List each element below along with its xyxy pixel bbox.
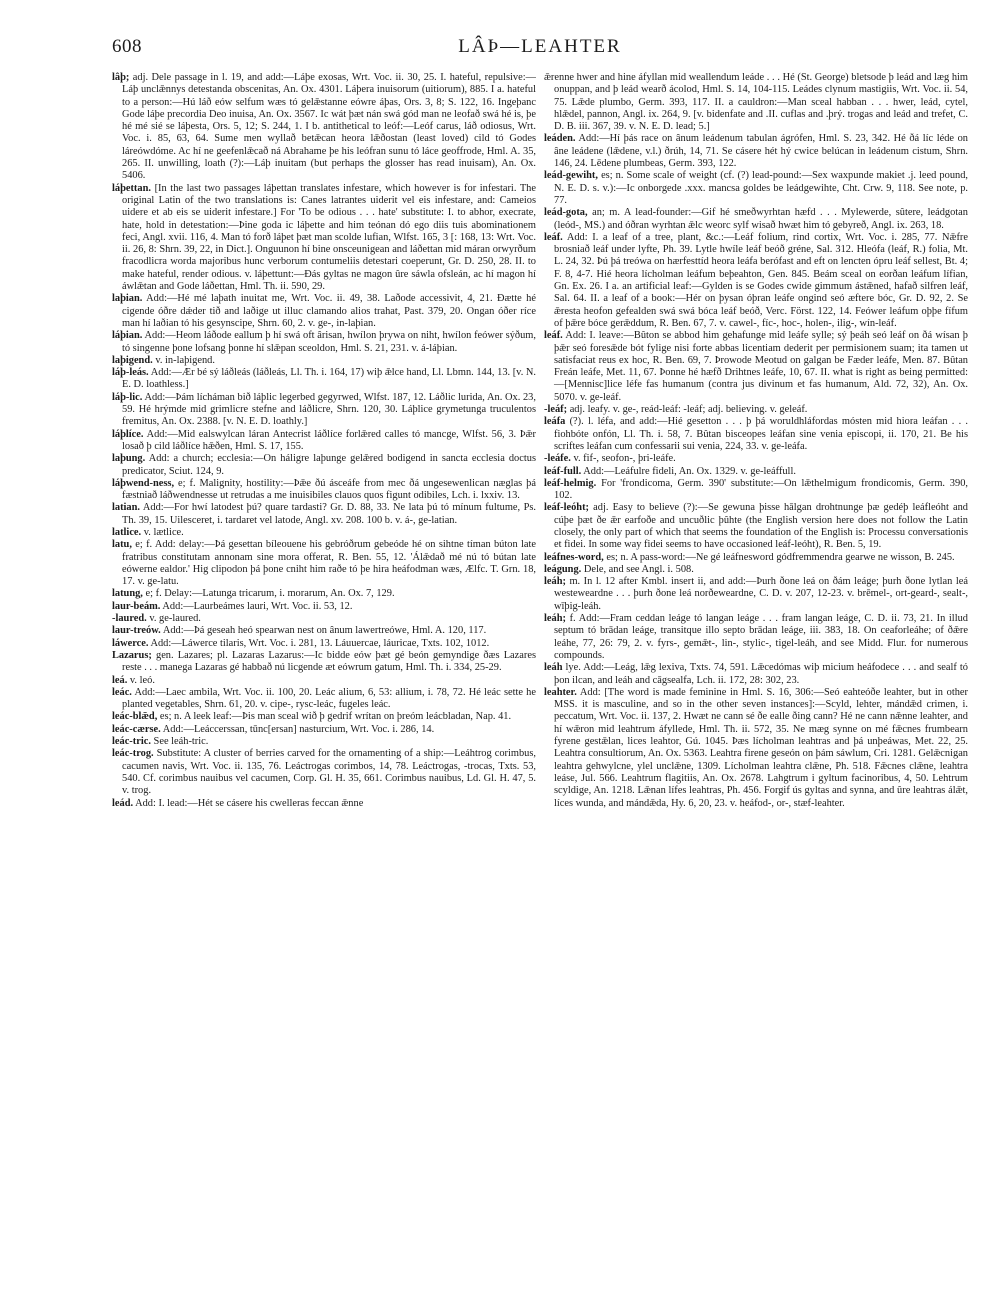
entry-headword: leáfnes-word, (544, 551, 604, 563)
entry-text: v. ge-laured. (149, 613, 201, 625)
entry-text: Add:—Laec ambila, Wrt. Voc. ii. 100, 20. Leác alium, 6, 53: allium, i. 78, 72. Hé leác sette he planted vegetables, Shrn. 61, 20. v. cipe-, rysc-leác, fugeles leác. (122, 686, 536, 711)
entry-headword: leáh; (544, 613, 566, 625)
entry-headword: leá. (112, 674, 128, 686)
entry-text: [In the last two passages láþettan translates infestare, which however is for infestari. The original Latin of the two translations is: Canes latrantes uiderit vel eis infestare, and: Cameios uidere et ab eis se uiderit infestare.] For 'To be odious . . . hate' substitute: I. to abhor, execrate, hate, hold in detestation:—Þine goda ic láþette and him teónan dó ego diis tuis abominationem feci, Angl. xvii. 116, 4. Man tó forð láþet þæt man scolde lufian, Wlfst. 165, 3 [: 168, 13: Wrt. Voc. ii. 26, 8: Shrn. 39, 22, in Dict.]. Onguunon hí bine onsceunigean and láðettan mid máran orwyrðum fracodlicra worda majoribus hunc verborum contumeliis detestari coeperunt, Gr. D. 250, 28. II. to make hateful, render odious. v. láþettunt:—Ðás gyltas ne magon ûre sáwla ofsleán, ac hí magon hí áwlǣtan and Gode láðettan, Hml. Th. ii. 590, 29. (122, 182, 536, 293)
entry-text: Add:—Ær bé sý láðleás (láðleás, Ll. Th. i. 164, 17) wiþ ǣlce hand, Ll. Lbmn. 144, 13. [v. N. E. D. loathless.] (122, 367, 536, 391)
entry-headword: leác. (112, 686, 132, 698)
dictionary-entry (544, 502, 968, 551)
dictionary-entry (112, 502, 536, 527)
dictionary-entry (544, 662, 968, 687)
dictionary-entry (112, 330, 536, 355)
entry-headword: laþung. (112, 453, 146, 465)
entry-text: Add: I. leave:—Bûton se abbod him gehafunge mid leáfe sylle; sý þeáh seó leáf on ðá wísan þ þǣr seó foresǣde bót fylige nisi forte abbas licentiam dederit per permisionem suam; ita tamen ut satisfaciat reus ex hoc, R. Ben. 69, 7. Þrowode Meotud on galgan be Fæder leáfe, Men. 87. Bûtan Freán leáfe, Met. 11, 67. Þonne hé hæfð Drihtnes leáfe, 10, 67. II. what is right as being permitted:—[Mennisc]lice léfe fas humanum (contra jus divinum et fas humanum, Ald. 72, 32), An. Ox. 5070. v. ge-leáf. (554, 330, 968, 403)
dictionary-entry (544, 72, 968, 133)
entry-text: adj. Dele passage in l. 19, and add:—Láþe exosas, Wrt. Voc. ii. 30, 25. I. hateful, repulsive:—Láþ unclǣnnys detestanda obscenitas, An. Ox. 4301. Láþera inuisorum (uitiorum), 885. I a. hateful to a person:—Hú láð eów selfum wæs tó gelǣstanne eówre áþas, Ors. 3, 8; S. 122, 16. Ingeþanc Gode láþe precordia Deo inuisa, An. Ox. 3567. Ic wát þæt nán swá gód man ne leofað swá hé is, þe hé mé sié se láþesta, Ors. 5, 12; S. 244, 1. I b. antithetical to leóf:—Leóf carus, láð odiosus, Wrt. Voc. i. 85, 63, 64. Sume men wyllað betǣcan heora lǣðostan (least loved) cild tó Godes láreówdóme. Ac hí ne geefenlǣcað ná Abrahame þe his leófran sunu tó láce geoffrode, Hml. A. 35, 265. II. unwilling, loath (?):—Láþ inuitam (but perhaps the glosser has read inuisam), An. Ox. 5406. (122, 72, 536, 182)
entry-text: For 'frondicoma, Germ. 390' substitute:—On lǣthelmigum frondicomis, Germ. 390, 102. (554, 477, 968, 502)
entry-headword: leahter. (544, 686, 577, 698)
entry-text: es; n. Some scale of weight (cf. (?) lead-pound:—Sex waxpunde makiet .j. leed pound, N. E. D. s. v.):—Ic onborgede .xxx. mancsa goldes be leádgewihte, Cht. Crw. 9, 118. See note, p. 77. (554, 170, 968, 206)
dictionary-entry (112, 429, 536, 454)
dictionary-entry (112, 724, 536, 736)
dictionary-entry (112, 711, 536, 723)
entry-text: Add: I. a leaf of a tree, plant, &c.:—Leáf folium, rind cortix, Wrt. Voc. i. 285, 77. Nǣfre brosniað leáf under lyfte, Ph. 39. Lytle hwíle leáf beóð gréne, Sal. 312. Hleófa (leáf, R.) folia, Mt. L. 24, 32. Þú þá treówa on hærfesttíd heora leáfa berófast and eft on lencten ópru leáf sellest, Bt. 4; F. 8, 4-7. Hié heora lícholman leáfum beþeahton, Gen. 845. Beám sceal on eorðan leáfum lífian, Gn. Ex. 26. I a. an artificial leaf:—Gylden is se Godes cwide gimmum ástǣned, hafað silfren leáf, Sal. 64. II. a leaf of a book:—Hér on þysan óþran leáfe ongind seó æftere bóc, Gr. D. 92, 2. Se ǣresta heofon gefealden swá swá bóca leáf beóð, Verc. Först. 122, 14. Feówer leáfum oþþe fífum of þǣre bóce gerǣddum, R. Ben. 67, 7. v. cawel-, fíc-, hoc-, holen-, ilig-, wín-leáf. (554, 231, 968, 329)
entry-text: Add:—Hí þás race on ânum leádenum tabulan ágrófen, Hml. S. 23, 342. Hé ðá líc léde on âne leádene (lǣdene, v.l.) ðrúh, 14, 71. Se cásere hét hý cwice belúcan in leádenum cistum, Shrn. 146, 24. Lēdene plumbeas, Germ. 393, 122. (554, 133, 968, 170)
entry-headword: leác-trog. (112, 748, 154, 760)
dictionary-entry (112, 478, 536, 503)
entry-headword: lâþ; (112, 72, 130, 83)
dictionary-entry (544, 170, 968, 207)
entry-headword: láþ-leás. (112, 367, 149, 379)
entry-headword: laur-beám. (112, 600, 161, 612)
dictionary-entry (112, 367, 536, 392)
entry-text: v. fif-, seofon-, þri-leáfe. (573, 453, 676, 465)
entry-text: es; n. A pass-word:—Ne gé leáfnesword gódfremmendra gearwe ne wisson, B. 245. (606, 551, 955, 563)
entry-text: Add: a church; ecclesia:—On háligre laþunge gelǣred bodigend in sancta ecclesia doctus predicator, Sciut. 124, 9. (122, 453, 536, 477)
dictionary-entry (112, 527, 536, 539)
entry-text: Substitute: A cluster of berries carved for the ornamenting of a ship:—Leáhtrog corimbus, cacumen navis, Wrt. Voc. ii. 135, 76. Leáctrogas corimbos, 14, 78. Leáctrogas, -trocas, Txts. 53, 540. Cf. corimbus nauibus vel cacumen, Corp. Gl. H. 35, 661. Corimbus nauibus, Ld. Gl. H. 47, 5. v. trog. (122, 748, 536, 797)
entry-text: gen. Lazares; pl. Lazaras Lazarus:—Ic bidde eów þæt gé beón gemyndige ðæs Lazares reste . . . manega Lazaras gé habbað nú licgende æt eówrum gatum, Hml. Th. i. 334, 25-29. (122, 649, 536, 674)
entry-headword: láþ-lic. (112, 391, 143, 403)
page-number: 608 (112, 36, 142, 57)
dictionary-entry (112, 625, 536, 637)
dictionary-entry (112, 687, 536, 712)
entry-headword: -leáfe. (544, 453, 571, 465)
dictionary-entry (112, 613, 536, 625)
entry-text: Add:—Hé mé laþath inuitat me, Wrt. Voc. ii. 49, 38. Laðode accessivit, 4, 21. Ðætte hé cigende óðre dǽder tið and laðige ut illuc clamando alios trahat, Past. 379, 20. Ongan óðer ríce man hí laðian tó his gesynscipe, Shrn. 60, 2. v. ge-, in-laþian. (122, 293, 536, 329)
entry-headword: leágung. (544, 563, 582, 575)
entry-text: Add:—Laurbeámes lauri, Wrt. Voc. ii. 53, 12. (162, 600, 353, 612)
entry-headword: láþian. (112, 330, 143, 342)
dictionary-entry (544, 687, 968, 810)
entry-text: lye. Add:—Leág, lǣg lexiva, Txts. 74, 591. Lǣcedómas wiþ micium heáfodece . . . and sealf tó þon ilcan, and leáh and cāgsealfa, Lch. ii. 172, 28: 302, 23. (554, 662, 968, 686)
dictionary-entry (544, 466, 968, 478)
entry-headword: Lazarus; (112, 649, 152, 661)
entry-headword: leác-cærse. (112, 723, 161, 735)
dictionary-entry (112, 183, 536, 294)
entry-headword: laur-treów. (112, 625, 161, 637)
entry-headword: láþlíce. (112, 428, 144, 440)
dictionary-entry (544, 478, 968, 503)
entry-headword: leáf-helmig. (544, 477, 597, 489)
entry-text: Add: I. lead:—Hét se cásere his cwelleras feccan ǣnne (135, 797, 364, 809)
entry-text: v. leó. (129, 674, 155, 686)
entry-headword: -laured. (112, 613, 147, 625)
dictionary-entry (112, 748, 536, 797)
entry-text: (?). l. léfa, and add:—Hié gesetton . . . þ þá woruldhláfordas mósten mid hiora leáfan . . . fiohbóte onfón, Ll. Th. i. 58, 7. Bûtan bisceopes leáfan sine venia episcopi, ii. 170, 21. Be his scriftes leáfan cum confessarii sui venia, 224, 33. v. ge-leáfa. (554, 416, 968, 452)
entry-text: See leáh-tric. (153, 736, 209, 748)
dictionary-entry (544, 613, 968, 662)
entry-headword: latian. (112, 502, 141, 514)
entry-text: Add:—Þá geseah heó spearwan nest on ânum lawertreówe, Hml. A. 120, 117. (162, 625, 487, 637)
dictionary-entry (544, 552, 968, 564)
entry-text: Add:—For hwí latodest þú? quare tardasti? Gr. D. 88, 33. Ne lata þú tó mínum fultume, Ps. Th. 39, 15. Uilesceret, i. tardaret vel latode, Angl. xv. 208. 100 b. v. á-, ge-latian. (122, 502, 536, 526)
entry-text: an; m. A lead-founder:—Gif hé smeðwyrhtan hæfd . . . Mylewerde, sûtere, leádgotan (leód-, MS.) and óðran wyrhtan ǣlc weorc sylf wisað hwæt him tó gebyreð, Angl. ix. 263, 18. (554, 207, 968, 231)
entry-headword: leád. (112, 797, 134, 809)
dictionary-entry (112, 650, 536, 675)
entry-text: Add:—Heom láðode eallum þ hí swá oft ârisan, hwílon þrywa on niht, hwílon feówer sýðum, tó singenne þone lofsang þonne hí slǣpan sceoldon, Hml. S. 21, 231. v. á-láþian. (122, 330, 536, 354)
entry-headword: leáh (544, 662, 563, 674)
entry-text: adj. leafy. v. ge-, reád-leáf: -leáf; adj. believing. v. geleáf. (569, 404, 808, 416)
dictionary-entry (544, 207, 968, 232)
entry-headword: latung, (112, 588, 143, 600)
entry-headword: leád-gewiht, (544, 170, 598, 182)
entry-headword: latu, (112, 539, 132, 551)
entry-headword: -leáf; (544, 404, 568, 416)
entry-headword: leáf-full. (544, 465, 582, 477)
dictionary-entry (544, 232, 968, 330)
entry-text: Add:—Leáccerssan, tūnc[ersan] nasturcium, Wrt. Voc. i. 286, 14. (162, 723, 435, 735)
dictionary-entry (544, 404, 968, 416)
entry-text: ǣrenne hwer and hine áfyllan mid weallendum leáde . . . Hé (St. George) bletsode þ leád and læg him onuppan, and þ leád wearð ácolod, Hml. S. 14, 104-115. Leádes clynum mastigiis, Wrt. Voc. ii. 54, 75. Lǣde plumbo, Germ. 393, 117. II. a cauldron:—Man sceal habban . . . hwer, leád, cytel, hlǣdel, pannon, Angl. ix. 264, 9. [v. bidenfate and .II. cuflas and .þrý. trogas and leád and trefet, C. D. B. iii. 367, 39. v. N. E. D. lead; 5.] (544, 72, 968, 133)
entry-text: Add:—Þám lícháman bið láþlic legerbed gegyrwed, Wlfst. 187, 12. Láðlic lurida, An. Ox. 23, 59. Hé hrýmde mid grimlicre stefne and láðlicre, Shrn. 120, 30. Láþlice grymetunga truculentos fremitus, An. Ox. 2388. [v. N. E. D. loathly.] (122, 391, 536, 428)
entry-text: v. in-laþigend. (155, 354, 215, 366)
left-column (112, 72, 536, 1297)
dictionary-entry (544, 453, 968, 465)
entry-headword: leác-blǣd, (112, 711, 158, 723)
dictionary-entry (544, 564, 968, 576)
dictionary-entry (112, 453, 536, 478)
dictionary-entry (112, 675, 536, 687)
entry-headword: latlice. (112, 526, 142, 538)
entry-headword: leáden. (544, 133, 576, 145)
entry-headword: leáf. (544, 231, 563, 243)
dictionary-entry (544, 330, 968, 404)
entry-headword: leáf-leóht; (544, 502, 590, 514)
entry-text: Add:—Leáfulre fideli, An. Ox. 1329. v. ge-leáffull. (583, 465, 796, 477)
dictionary-entry (112, 601, 536, 613)
dictionary-entry (544, 133, 968, 170)
dictionary-entry (112, 72, 536, 183)
entry-headword: láwerce. (112, 637, 149, 649)
entry-text: es; n. A leek leaf:—Þis man sceal wið þ gedrif wrítan on þreóm leácbladan, Nap. 41. (159, 711, 512, 723)
entry-headword: laþigend. (112, 354, 153, 366)
entry-text: Add:—Mid ealswylcan láran Antecrist láðlíce forlǣred calles tó mancge, Wlfst. 56, 3. Þǣr losað þ cild láðlíce hǣðen, Hml. S. 17, 155. (122, 428, 536, 452)
entry-text: adj. Easy to believe (?):—Se gewuna þisse hālgan drohtnunge þæ gedéþ leáfleóht and cúþe þæt ðe ǣr earfoðe and uncuðlic þûhte (the English version here does not follow the Latin closely, the only part of which that seems the foundation of the English is: Processu conversationis et fidei. In some way fidei seems to have occasioned leáf-leóht), R. Ben. 5, 19. (554, 502, 968, 551)
right-column (544, 72, 968, 1297)
entry-text: e; f. Malignity, hostility:—Þǣe ðú ásceáfe from mec ðá ungesewenlican næglas þá fæstniað láðwendnesse ut retrudas a me inuisibiles clauos quos figunt odibiles, Lch. i. lxxiv. 13. (122, 477, 536, 502)
entry-headword: leáfa (544, 416, 566, 428)
entry-headword: leád-gota, (544, 207, 588, 219)
dictionary-entry (112, 638, 536, 650)
dictionary-entry (544, 416, 968, 453)
dictionary-entry (112, 539, 536, 588)
dictionary-entry (112, 355, 536, 367)
dictionary-entry (112, 798, 536, 810)
entry-text: m. In l. 12 after Kmbl. insert ii, and add:—Þurh ðone leá on ðám leáge; þurh ðone lytlan leá westeweardne . . . þurh ðone leá norðeweardne, C. D. v. 207, 12-23. v. brēmel-, ort-geard-, sealt-, wīþig-leáh. (554, 576, 968, 612)
entry-text: Add: [The word is made feminine in Hml. S. 16, 306:—Seó eahteóðe leahter, but in other MSS. it is masculine, and so in the other seven instances]:—Scyld, lehter, mándǣd crimen, i. peccatum, Wrt. Voc. ii. 137, 2. Hwæt ne cann sé ðe ealle ðing cann? Hé ne cann nǣnne leahter, and hí wǣron mid leahtrum áfyllede, Hml. Th. ii. 572, 35. Ne mæg synne on mé fǣcnes frumbearn fyrene gestǣlan, lices leahtor, Gú. 1045. Þæs lícholman leahtras and þá unþeáwas, Met. 22, 25. Leahtra consultiorum, An. Ox. 5363. Leahtra firene geseón on þám sáwlum, Cri. 1281. Gelǣcnigan leahtra gehwylcne, ylel unclǣne, 1309. Lícholman leahtra clǣne, Ph. 518. Fǣcnes clǣne, leahtra leáse, Jul. 566. Leahtrum flagitiis, An. Ox. 2678. Lahgtrum i gyltum facinoribus, 4, 50. Lehtrum scyldige, An. 1218. Lǣnan lífes leahtras, Ph. 456. Forgif ús gyltas and synna, and ûre leahtras álǣt, líces wunda, and mándǣda, Hy. 6, 20, 23. v. heáfod-, or-, stæf-leahter. (554, 686, 968, 809)
dictionary-entry (112, 392, 536, 429)
dictionary-entry (112, 736, 536, 748)
entry-headword: láþettan. (112, 182, 151, 194)
entry-text: f. Add:—Fram ceddan leáge tó langan leáge . . . fram langan leáge, C. D. ii. 73, 21. In illud septum tó brādan leáge, transitque illo septo brādan leáge, iii. 383, 18. On ceaforleáhe; of ðǣre leáhe, 77, 26: 79, 2. v. fyrs-, gemǣt-, lin-, stylic-, tigel-leáh, and see Midd. Flur. for numerous compounds. (554, 613, 968, 661)
entry-headword: laþian. (112, 293, 143, 305)
entry-headword: láþwend-ness, (112, 477, 175, 489)
entry-text: e; f. Delay:—Latunga tricarum, i. morarum, An. Ox. 7, 129. (145, 588, 395, 600)
dictionary-entry (112, 293, 536, 330)
dictionary-entry (112, 588, 536, 600)
entry-text: e; f. Add: delay:—Þá gesettan bíleouene his gebróðrum gebeóde hé on sihtne tíman búton late fratribus constitutam annonam sine mora offerat, R. Ben. 55, 12. 'Álǣdað mé nú tó bútan late eówerne ealdor.' Hig clipodon þá þone cniht him raðe tó þe hira heáfodman wæs, Ælfc. T. Grn. 18, 17. v. ge-latu. (122, 539, 536, 588)
entry-headword: leáf. (544, 330, 563, 342)
entry-text: Add:—Láwerce tilaris, Wrt. Voc. i. 281, 13. Láuuercae, láuricae, Txts. 102, 1012. (150, 637, 490, 649)
page-header (112, 36, 968, 66)
entry-text: v. lætlice. (143, 526, 184, 538)
running-head: LÂÞ—LEAHTER (458, 36, 622, 57)
dictionary-entry (544, 576, 968, 613)
entry-headword: leáh; (544, 576, 566, 588)
entry-headword: leác-tric. (112, 736, 151, 748)
entry-text: Dele, and see Angl. i. 508. (583, 563, 694, 575)
